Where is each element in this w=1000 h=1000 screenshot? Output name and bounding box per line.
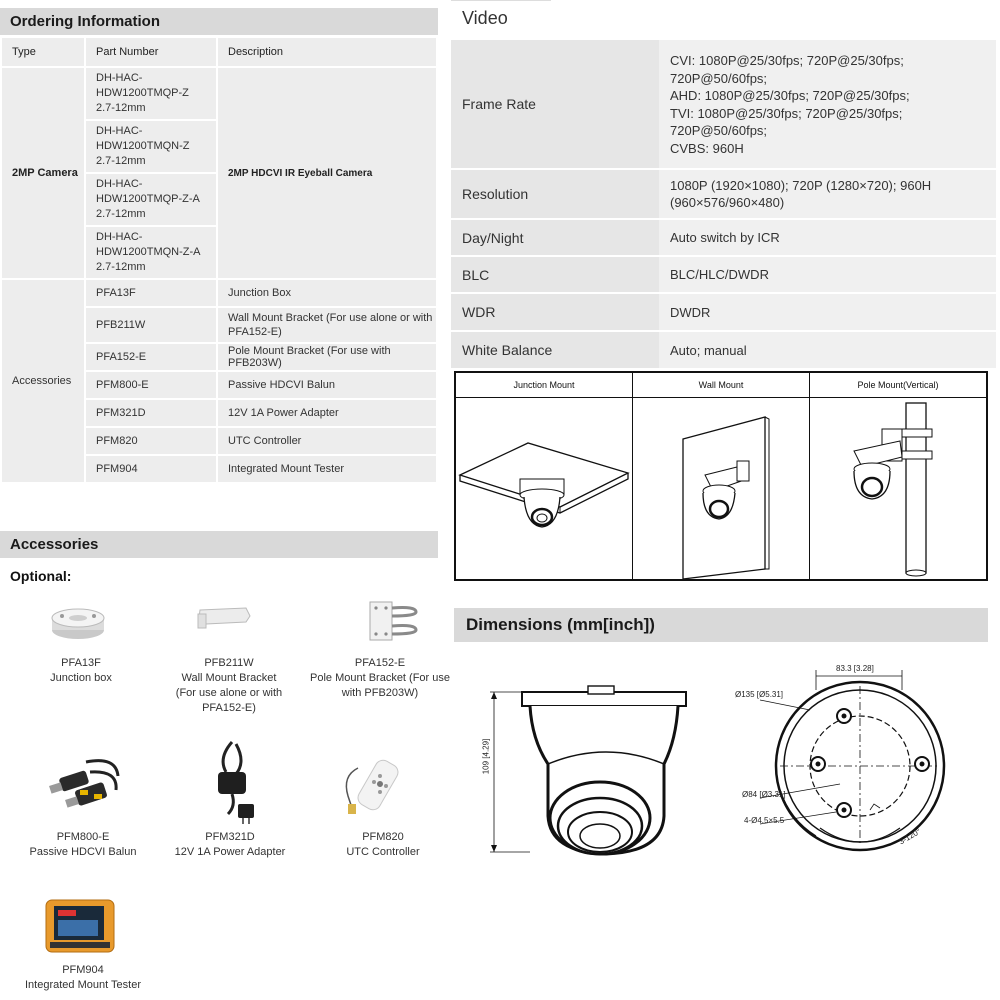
ordering-title: Ordering Information (10, 13, 160, 30)
accessory-item (310, 656, 450, 701)
spec-row-frame-rate (451, 40, 996, 168)
part-number-cell (85, 120, 217, 173)
mount-cell-pole (810, 373, 986, 579)
part-line: HDW1200TMQN-Z (96, 140, 190, 152)
accessory-code: PFB211W (204, 657, 254, 669)
optional-label: Optional: (10, 568, 72, 584)
spec-value (661, 40, 996, 168)
accessory-item (154, 656, 304, 716)
outer-diameter-label: Ø135 [Ø5.31] (735, 690, 784, 699)
description-cell: Passive HDCVI Balun (217, 371, 437, 399)
accessory-code: PFM321D (205, 831, 255, 843)
frame-rate-line: TVI: 1080P@25/30fps; 720P@25/30fps; (670, 105, 903, 121)
part-line: 2.7-12mm (96, 261, 146, 273)
utc-controller-image (340, 756, 406, 816)
spec-row-blc (451, 257, 996, 292)
spec-value: Auto switch by ICR (670, 230, 780, 245)
spec-row-wdr (451, 294, 996, 330)
mount-heading: Junction Mount (456, 373, 632, 398)
accessory-item (8, 830, 158, 860)
balun-image (46, 756, 122, 812)
spec-key: Resolution (451, 170, 659, 218)
ordering-table (0, 36, 438, 484)
table-row (1, 279, 437, 307)
ordering-header-row (1, 37, 437, 67)
part-number-cell: PFM820 (85, 427, 217, 455)
part-line: 2.7-12mm (96, 102, 146, 114)
accessory-name: 12V 1A Power Adapter (174, 846, 286, 858)
frame-rate-line: CVBS: 960H (670, 140, 744, 156)
accessory-name: Wall Mount Bracket (For use alone or with PFA152-E) (175, 672, 283, 714)
accessory-name: Junction box (50, 672, 112, 684)
part-line: 2.7-12mm (96, 155, 146, 167)
accessory-code: PFM820 (362, 831, 404, 843)
inner-diameter-label: Ø84 [Ø3.31] (742, 790, 786, 799)
part-line: DH-HAC- (96, 178, 143, 190)
camera-description-cell: 2MP HDCVI IR Eyeball Camera (217, 67, 437, 279)
accessory-item (308, 830, 458, 860)
pole-bracket-image (364, 598, 420, 644)
part-line: HDW1200TMQN-Z-A (96, 246, 201, 258)
side-view-drawing (470, 680, 700, 880)
top-width-label: 83.3 [3.28] (836, 664, 874, 673)
accessories-title: Accessories (10, 536, 99, 553)
dimensions-title: Dimensions (mm[inch]) (466, 615, 655, 634)
pole-mount-drawing (810, 399, 986, 579)
col-part-number: Part Number (85, 37, 217, 67)
mount-cell-junction (456, 373, 633, 579)
part-number-cell: PFM321D (85, 399, 217, 427)
spec-key: BLC (451, 257, 659, 292)
junction-box-image (50, 600, 106, 642)
accessory-name: Passive HDCVI Balun (29, 846, 137, 858)
accessory-name: Pole Mount Bracket (For use with PFB203W) (310, 672, 451, 699)
part-number-cell (85, 173, 217, 226)
part-line: DH-HAC- (96, 72, 143, 84)
part-number-cell: PFM904 (85, 455, 217, 483)
accessory-item (6, 656, 156, 686)
mount-holes-label: 4-Ø4.5×5.5 (744, 816, 785, 825)
junction-mount-drawing (456, 399, 631, 579)
description-cell: Integrated Mount Tester (217, 455, 437, 483)
accessory-code: PFA152-E (354, 657, 406, 669)
mount-tester-image (42, 896, 118, 956)
accessory-item (8, 963, 158, 993)
ordering-information-heading (0, 8, 438, 35)
accessory-code: PFM800-E (56, 831, 110, 843)
part-line: HDW1200TMQP-Z-A (96, 193, 200, 205)
part-line: 2.7-12mm (96, 208, 146, 220)
part-line: DH-HAC- (96, 231, 143, 243)
part-number-cell: PFA13F (85, 279, 217, 307)
description-cell: Junction Box (217, 279, 437, 307)
table-row (1, 67, 437, 120)
wall-mount-drawing (633, 399, 808, 579)
spec-key: WDR (451, 294, 659, 330)
frame-rate-line: CVI: 1080P@25/30fps; 720P@25/30fps; (670, 53, 904, 68)
wall-bracket-image (196, 604, 252, 630)
frame-rate-line: 720P@50/60fps; (670, 123, 768, 138)
part-line: HDW1200TMQP-Z (96, 87, 189, 99)
dimensions-heading (454, 608, 988, 642)
mount-diagram-table (454, 371, 988, 581)
hole-angle-label: 3-120° (897, 826, 923, 847)
spec-key: Day/Night (451, 220, 659, 255)
mount-heading: Wall Mount (633, 373, 809, 398)
spec-value: Auto; manual (670, 342, 747, 358)
accessory-item (155, 830, 305, 860)
col-description: Description (217, 37, 437, 67)
height-dimension-label: 109 [4.29] (481, 738, 491, 775)
video-title: Video (462, 8, 508, 28)
spec-row-resolution (451, 170, 996, 218)
frame-rate-line: 720P@50/60fps; (670, 70, 768, 86)
col-type: Type (1, 37, 85, 67)
description-cell: Wall Mount Bracket (For use alone or with PFA152-E) (217, 307, 437, 343)
part-number-cell: PFA152-E (85, 343, 217, 371)
spec-value: DWDR (670, 304, 711, 320)
spec-value: BLC/HLC/DWDR (670, 267, 769, 282)
part-line: DH-HAC- (96, 125, 143, 137)
part-number-cell (85, 67, 217, 120)
accessory-code: PFM904 (62, 964, 104, 976)
frame-rate-line: AHD: 1080P@25/30fps; 720P@25/30fps; (670, 88, 910, 103)
spec-row-white-balance (451, 332, 996, 368)
spec-row-day-night (451, 220, 996, 255)
description-cell: 12V 1A Power Adapter (217, 399, 437, 427)
spec-key: Frame Rate (451, 40, 659, 168)
accessory-name: Integrated Mount Tester (25, 979, 141, 991)
spec-key: White Balance (451, 332, 659, 368)
accessories-type-cell: Accessories (1, 279, 85, 483)
spec-value: 1080P (1920×1080); 720P (1280×720); 960H (960×576/960×480) (670, 178, 932, 210)
description-cell: Pole Mount Bracket (For use with PFB203W) (217, 343, 437, 371)
part-number-cell (85, 226, 217, 279)
part-number-cell: PFB211W (85, 307, 217, 343)
power-adapter-image (206, 738, 262, 824)
description-cell: UTC Controller (217, 427, 437, 455)
part-number-cell: PFM800-E (85, 371, 217, 399)
camera-type-cell: 2MP Camera (1, 67, 85, 279)
accessory-code: PFA13F (61, 657, 101, 669)
mount-heading: Pole Mount(Vertical) (810, 373, 986, 398)
top-rule (451, 0, 551, 1)
mount-cell-wall (633, 373, 810, 579)
accessory-name: UTC Controller (346, 846, 420, 858)
accessories-heading (0, 531, 438, 558)
